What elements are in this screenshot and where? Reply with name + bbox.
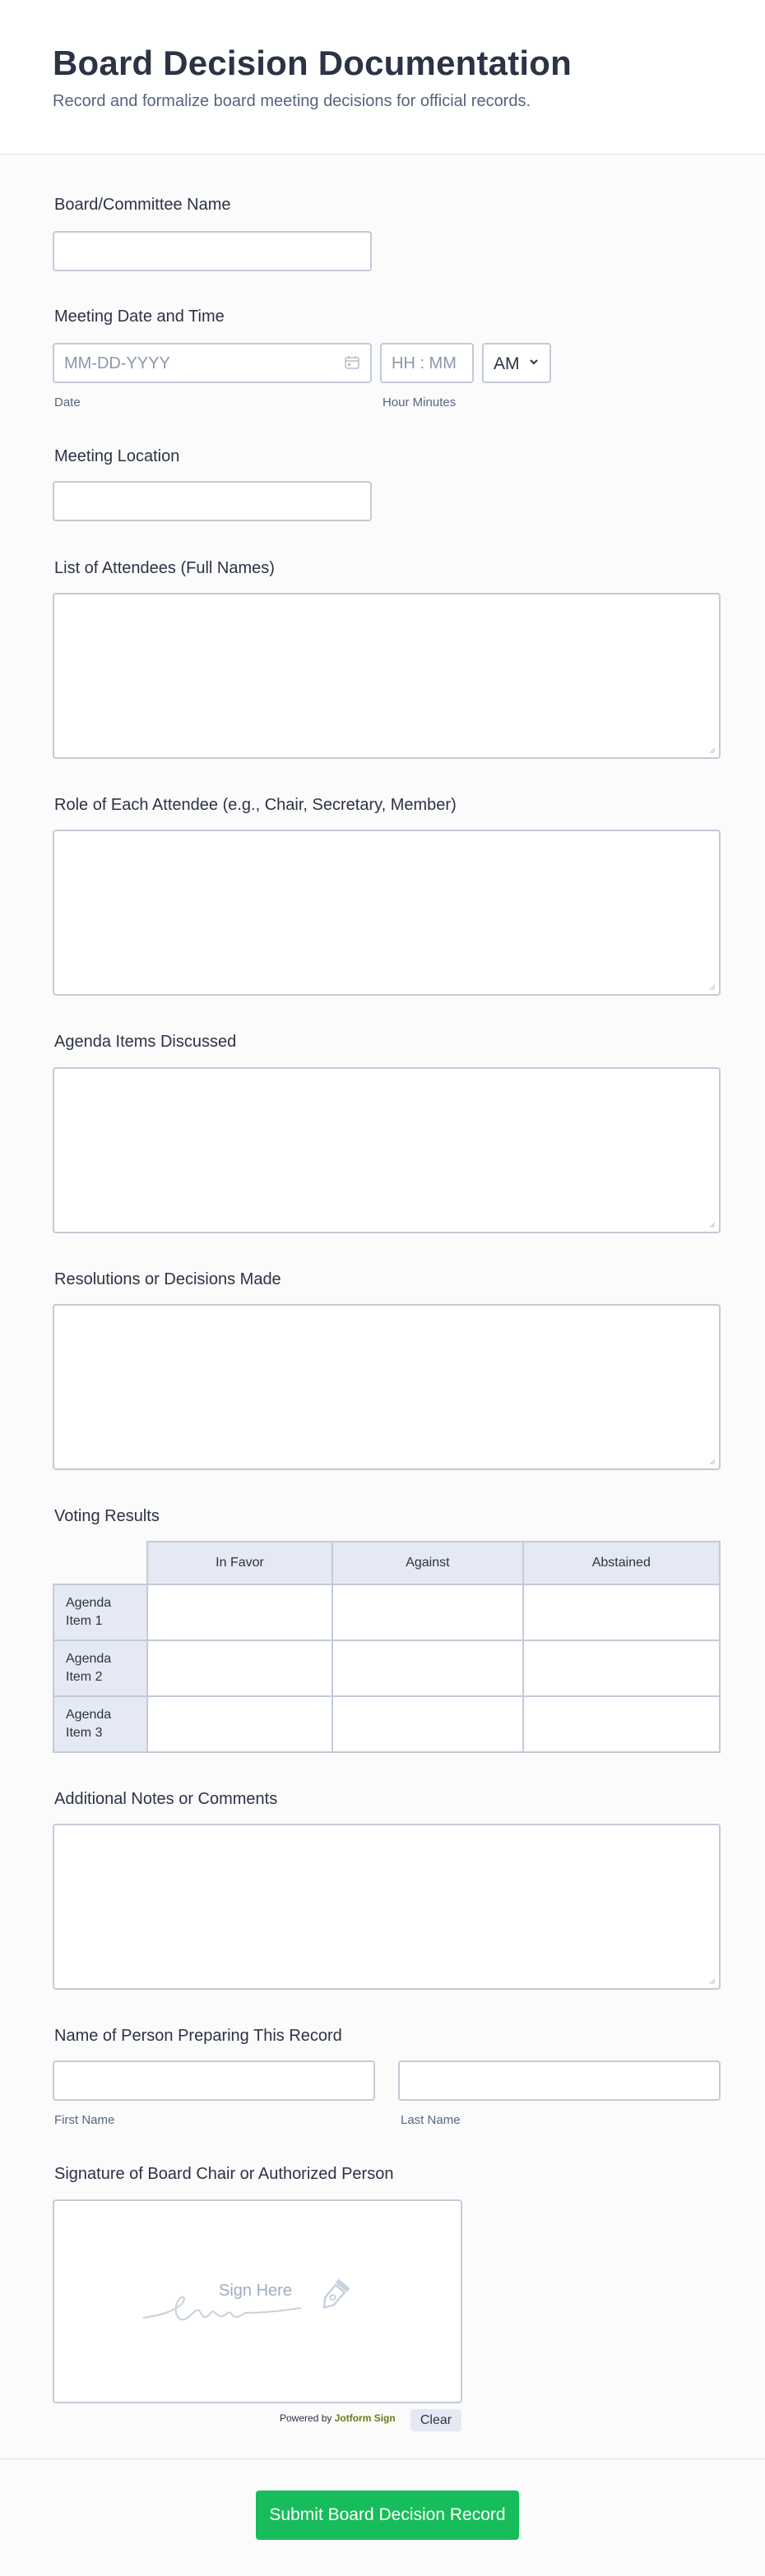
table-row [53,1696,720,1752]
resolutions-textarea[interactable] [53,1304,721,1470]
form-footer [0,2458,765,2576]
matrix-cell[interactable] [147,1696,332,1752]
voting-label: Voting Results [54,1507,160,1525]
column-header-against: Against [332,1542,522,1584]
resize-handle-icon[interactable] [709,1459,716,1465]
attendees-label: List of Attendees (Full Names) [54,559,275,577]
matrix-cell[interactable] [332,1696,522,1752]
resize-handle-icon[interactable] [709,1222,716,1228]
date-sublabel: Date [54,395,81,409]
last-name-input[interactable] [398,2060,721,2101]
signature-scribble-icon [140,2275,378,2333]
board-name-label: Board/Committee Name [54,196,231,214]
ampm-select[interactable] [482,343,551,383]
resize-handle-icon[interactable] [709,747,716,754]
attendees-textarea[interactable] [53,593,721,759]
powered-brand: Jotform Sign [334,2412,396,2424]
first-name-sublabel: First Name [54,2113,115,2127]
first-name-input[interactable] [53,2060,375,2101]
ampm-value: AM [494,354,520,373]
form-subtitle: Record and formalize board meeting decisions for official records. [53,92,531,110]
meeting-datetime-label: Meeting Date and Time [54,308,225,326]
last-name-sublabel: Last Name [401,2113,461,2127]
roles-label: Role of Each Attendee (e.g., Chair, Secretary, Member) [54,796,457,814]
resolutions-label: Resolutions or Decisions Made [54,1270,281,1288]
matrix-cell[interactable] [523,1640,720,1696]
resize-handle-icon[interactable] [709,984,716,991]
matrix-cell[interactable] [523,1696,720,1752]
notes-textarea[interactable] [53,1824,721,1990]
roles-textarea[interactable] [53,830,721,996]
matrix-cell[interactable] [147,1640,332,1696]
form-header [0,0,765,155]
notes-label: Additional Notes or Comments [54,1790,278,1808]
voting-matrix [53,1541,721,1753]
matrix-cell[interactable] [332,1640,522,1696]
matrix-cell[interactable] [147,1584,332,1640]
matrix-corner [53,1542,147,1584]
calendar-icon[interactable] [344,354,360,375]
resize-handle-icon[interactable] [709,1978,716,1985]
powered-by-text [280,2412,396,2424]
signature-label: Signature of Board Chair or Authorized Person [54,2165,394,2183]
table-row [53,1640,720,1696]
board-name-input[interactable] [53,231,372,271]
chevron-down-icon [528,356,540,372]
row-header-agenda-item-2: Agenda Item 2 [53,1640,147,1696]
date-input[interactable] [53,343,372,383]
sign-here-placeholder: Sign Here [219,2282,292,2300]
powered-prefix: Powered by [280,2412,332,2424]
location-label: Meeting Location [54,447,180,465]
signature-pad[interactable] [53,2199,462,2403]
column-header-abstained: Abstained [523,1542,720,1584]
location-input[interactable] [53,481,372,521]
time-sublabel: Hour Minutes [382,395,457,409]
agenda-textarea[interactable] [53,1067,721,1233]
table-row [53,1584,720,1640]
date-placeholder: MM-DD-YYYY [64,354,170,372]
column-header-in-favor: In Favor [147,1542,332,1584]
clear-signature-button[interactable]: Clear [410,2409,461,2431]
matrix-cell[interactable] [523,1584,720,1640]
row-header-agenda-item-3: Agenda Item 3 [53,1696,147,1752]
matrix-cell[interactable] [332,1584,522,1640]
form-title: Board Decision Documentation [53,44,573,82]
time-input[interactable] [380,343,474,383]
time-placeholder: HH : MM [392,354,457,372]
submit-button[interactable]: Submit Board Decision Record [256,2490,519,2540]
agenda-label: Agenda Items Discussed [54,1033,237,1051]
row-header-agenda-item-1: Agenda Item 1 [53,1584,147,1640]
preparer-label: Name of Person Preparing This Record [54,2027,342,2045]
